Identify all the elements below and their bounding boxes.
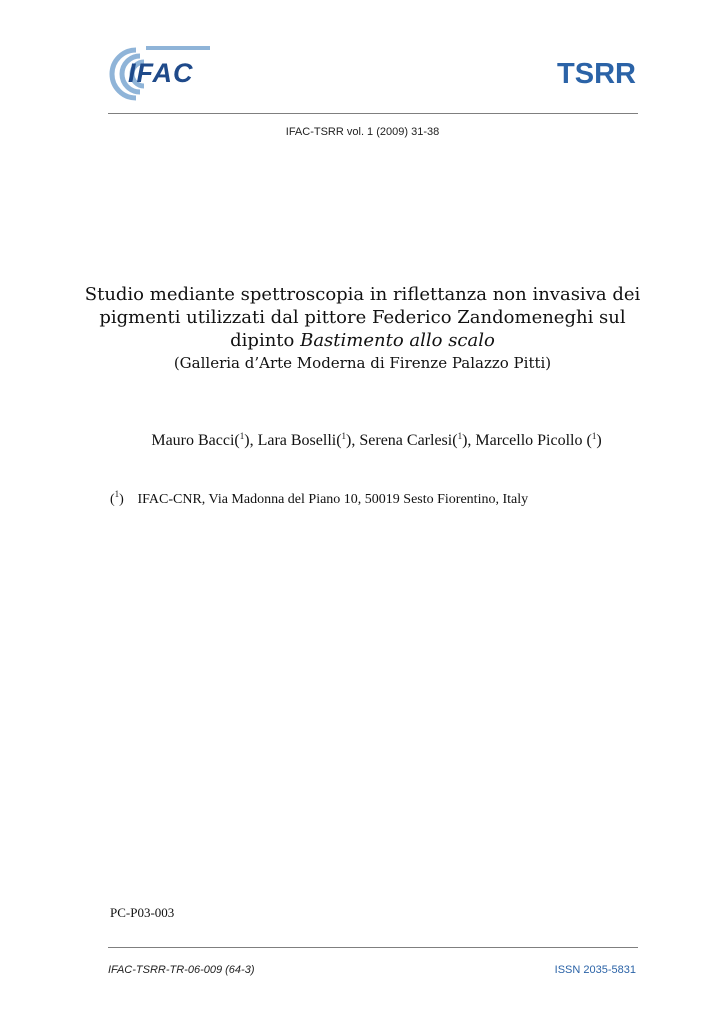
citation-line: IFAC-TSRR vol. 1 (2009) 31-38 — [285, 126, 440, 138]
footer-divider — [108, 947, 638, 948]
affiliation — [110, 485, 528, 509]
document-code: PC-P03-003 — [110, 905, 175, 920]
title-line-2: pigmenti utilizzati dal pittore Federico Zandomeneghi sul — [99, 307, 626, 328]
tsrr-brand: TSRR — [557, 58, 636, 90]
paper-subtitle: (Galleria d’Arte Moderna di Firenze Palazzo Pitti) — [173, 354, 552, 372]
logo-wordmark: IFAC — [128, 58, 194, 88]
author: Marcello Picollo ($^1$) — [475, 431, 602, 449]
header-divider — [108, 113, 638, 114]
title-line-3-prefix: dipinto — [230, 330, 301, 351]
title-line-3 — [80, 329, 645, 352]
title-line-1: Studio mediante spettroscopia in riflettanza non invasiva dei — [84, 284, 641, 305]
author: Lara Boselli($^1$), — [257, 431, 360, 449]
author: Mauro Bacci($^1$), — [151, 431, 258, 449]
ifac-logo — [106, 44, 216, 102]
author: Serena Carlesi($^1$), — [359, 431, 476, 449]
painting-title: Bastimento allo scalo — [300, 330, 495, 351]
affiliation-text: IFAC-CNR, Via Madonna del Piano 10, 50019 Sesto Fiorentino, Italy — [137, 492, 529, 507]
author-list — [0, 426, 725, 451]
issn: ISSN 2035-5831 — [554, 964, 636, 976]
report-id: IFAC-TSRR-TR-06-009 (64-3) — [108, 964, 255, 976]
affiliation-marker: ($^1$) — [110, 489, 124, 507]
paper-title — [80, 283, 645, 374]
